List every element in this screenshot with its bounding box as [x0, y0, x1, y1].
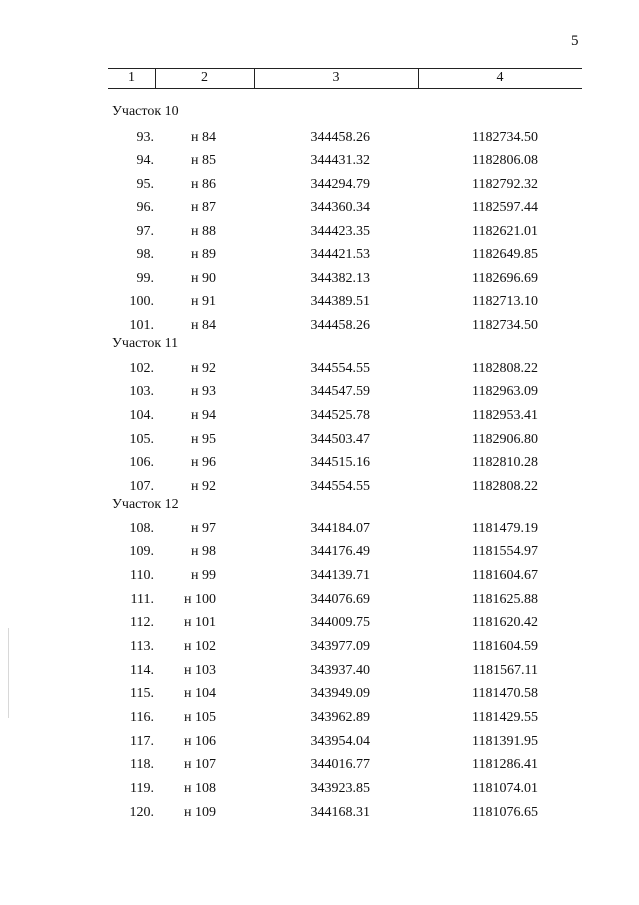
table-header-top-rule [108, 68, 582, 69]
header-col-4: 4 [496, 70, 504, 85]
coordinate-y: 1182734.50 [472, 130, 538, 145]
section-label: Участок 10 [112, 104, 179, 119]
row-number: 110. [130, 568, 154, 583]
row-number: 114. [130, 663, 154, 678]
point-name: н 91 [191, 294, 216, 309]
point-name: н 96 [191, 455, 216, 470]
point-name: н 102 [184, 639, 216, 654]
point-name: н 94 [191, 408, 216, 423]
coordinate-x: 343949.09 [310, 686, 370, 701]
point-name: н 86 [191, 177, 216, 192]
header-col-2: 2 [201, 70, 208, 85]
row-number: 112. [130, 615, 154, 630]
coordinate-x: 344176.49 [310, 544, 370, 559]
row-number: 119. [130, 781, 154, 796]
coordinate-y: 1182963.09 [472, 384, 538, 399]
row-number: 115. [130, 686, 154, 701]
coordinate-y: 1182953.41 [472, 408, 538, 423]
table-header-bottom-rule [108, 88, 582, 89]
coordinate-y: 1182906.80 [472, 432, 538, 447]
coordinate-y: 1182810.28 [472, 455, 538, 470]
scan-margin-mark [8, 628, 9, 718]
coordinate-x: 344515.16 [310, 455, 370, 470]
row-number: 104. [129, 408, 154, 423]
coordinate-x: 344547.59 [310, 384, 370, 399]
coordinate-x: 344554.55 [310, 361, 370, 376]
coordinate-x: 344360.34 [310, 200, 370, 215]
coordinate-y: 1182808.22 [472, 479, 538, 494]
point-name: н 88 [191, 224, 216, 239]
row-number: 98. [136, 247, 154, 262]
coordinate-y: 1181604.67 [472, 568, 538, 583]
row-number: 96. [136, 200, 154, 215]
row-number: 93. [136, 130, 154, 145]
row-number: 103. [129, 384, 154, 399]
point-name: н 93 [191, 384, 216, 399]
coordinate-y: 1181567.11 [472, 663, 538, 678]
coordinate-x: 343962.89 [310, 710, 370, 725]
point-name: н 98 [191, 544, 216, 559]
point-name: н 90 [191, 271, 216, 286]
coordinate-y: 1181604.59 [472, 639, 538, 654]
coordinate-x: 344389.51 [310, 294, 370, 309]
point-name: н 85 [191, 153, 216, 168]
coordinate-x: 344076.69 [310, 592, 370, 607]
coordinate-y: 1182696.69 [472, 271, 538, 286]
point-name: н 105 [184, 710, 216, 725]
coordinate-x: 344458.26 [310, 318, 370, 333]
coordinate-y: 1182621.01 [472, 224, 538, 239]
coordinate-x: 343954.04 [310, 734, 370, 749]
page-number: 5 [571, 33, 579, 49]
row-number: 111. [130, 592, 154, 607]
coordinate-x: 344503.47 [310, 432, 370, 447]
coordinate-x: 344016.77 [310, 757, 370, 772]
row-number: 106. [129, 455, 154, 470]
row-number: 100. [129, 294, 154, 309]
coordinate-y: 1181074.01 [472, 781, 538, 796]
row-number: 109. [129, 544, 154, 559]
point-name: н 84 [191, 318, 216, 333]
coordinate-x: 344458.26 [310, 130, 370, 145]
coordinate-y: 1181076.65 [472, 805, 538, 820]
coordinate-x: 344423.35 [310, 224, 370, 239]
coordinate-x: 344382.13 [310, 271, 370, 286]
section-label: Участок 11 [112, 336, 179, 351]
point-name: н 92 [191, 361, 216, 376]
point-name: н 87 [191, 200, 216, 215]
row-number: 108. [129, 521, 154, 536]
coordinate-y: 1182597.44 [472, 200, 538, 215]
row-number: 118. [130, 757, 154, 772]
coordinate-y: 1181620.42 [472, 615, 538, 630]
row-number: 117. [130, 734, 154, 749]
row-number: 94. [136, 153, 154, 168]
point-name: н 101 [184, 615, 216, 630]
coordinate-y: 1181479.19 [472, 521, 538, 536]
coordinate-x: 344525.78 [310, 408, 370, 423]
row-number: 116. [130, 710, 154, 725]
point-name: н 103 [184, 663, 216, 678]
point-name: н 95 [191, 432, 216, 447]
row-number: 97. [136, 224, 154, 239]
section-label: Участок 12 [112, 497, 179, 512]
coordinate-y: 1182808.22 [472, 361, 538, 376]
coordinate-y: 1181286.41 [472, 757, 538, 772]
coordinate-y: 1181429.55 [472, 710, 538, 725]
point-name: н 104 [184, 686, 216, 701]
coordinate-y: 1182792.32 [472, 177, 538, 192]
point-name: н 108 [184, 781, 216, 796]
coordinate-x: 344421.53 [310, 247, 370, 262]
coordinate-y: 1182713.10 [472, 294, 538, 309]
coordinate-x: 344294.79 [310, 177, 370, 192]
point-name: н 84 [191, 130, 216, 145]
coordinate-y: 1182806.08 [472, 153, 538, 168]
point-name: н 100 [184, 592, 216, 607]
point-name: н 109 [184, 805, 216, 820]
coordinate-x: 344184.07 [310, 521, 370, 536]
point-name: н 92 [191, 479, 216, 494]
coordinate-y: 1181625.88 [472, 592, 538, 607]
row-number: 95. [136, 177, 154, 192]
row-number: 99. [136, 271, 154, 286]
coordinate-x: 344554.55 [310, 479, 370, 494]
coordinate-y: 1181554.97 [472, 544, 538, 559]
row-number: 107. [129, 479, 154, 494]
row-number: 120. [129, 805, 154, 820]
point-name: н 106 [184, 734, 216, 749]
coordinate-y: 1182734.50 [472, 318, 538, 333]
coordinate-x: 344009.75 [310, 615, 370, 630]
row-number: 102. [129, 361, 154, 376]
coordinate-x: 343937.40 [310, 663, 370, 678]
header-col-3: 3 [332, 70, 340, 85]
row-number: 105. [129, 432, 154, 447]
coordinate-x: 344139.71 [310, 568, 370, 583]
coordinate-x: 343923.85 [310, 781, 370, 796]
coordinate-x: 344168.31 [310, 805, 370, 820]
header-col-1: 1 [128, 70, 135, 85]
coordinate-y: 1181470.58 [472, 686, 538, 701]
coordinate-x: 344431.32 [310, 153, 370, 168]
coordinate-y: 1182649.85 [472, 247, 538, 262]
row-number: 101. [129, 318, 154, 333]
point-name: н 107 [184, 757, 216, 772]
coordinate-y: 1181391.95 [472, 734, 538, 749]
point-name: н 89 [191, 247, 216, 262]
point-name: н 97 [191, 521, 216, 536]
point-name: н 99 [191, 568, 216, 583]
row-number: 113. [130, 639, 154, 654]
coordinate-x: 343977.09 [310, 639, 370, 654]
